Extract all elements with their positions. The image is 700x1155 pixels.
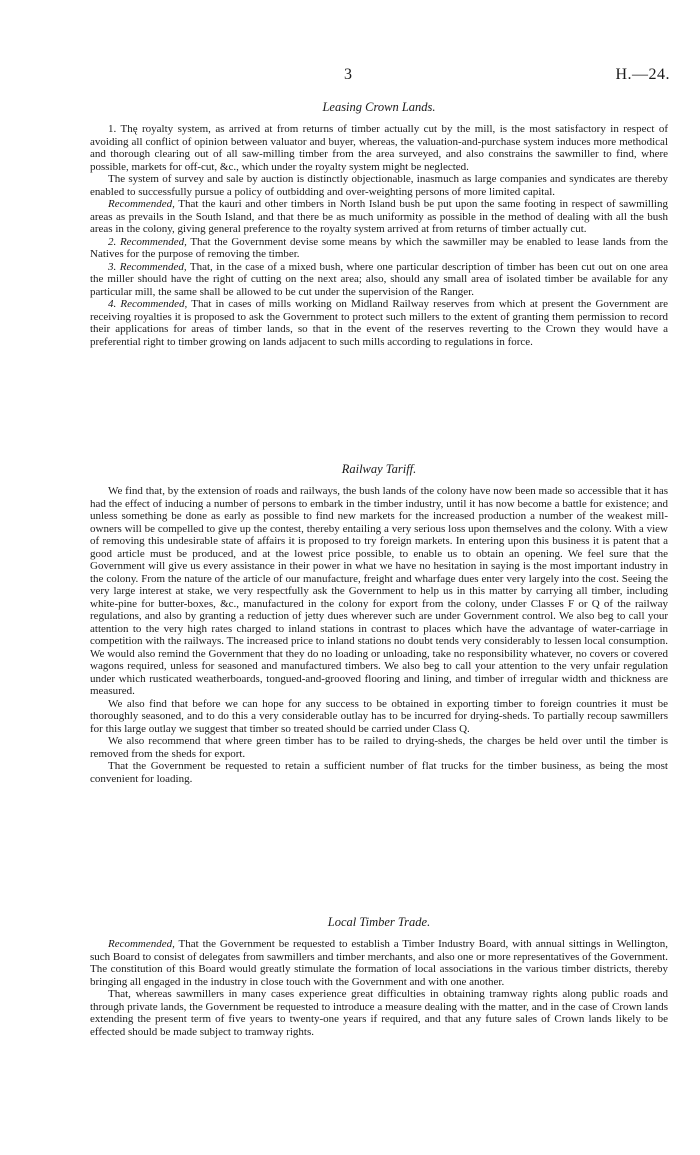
paragraph-text: That in cases of mills working on Midland Railway reserves from which at present the Government are receiving royalties it is proposed to ask the Government to protect such millers to the extent of granting them permission to record their applications for areas of timber lands, so that in the event of the reserves reverting to the Crown they would have a preferential right to timber growing on lands adjacent to such mills according to regulations in force. xyxy=(90,298,668,348)
paragraph-text: We also recommend that where green timber has to be railed to drying-sheds, the charges be held over until the timber is removed from the sheds for export. xyxy=(90,735,668,760)
section-title: Leasing Crown Lands. xyxy=(322,100,436,114)
paragraph xyxy=(90,485,668,698)
paragraph-text: We find that, by the extension of roads and railways, the bush lands of the colony have now been made so accessible that it has had the effect of inducing a number of persons to embark in the timber industry, until it has now become a battle for existence; and unless something be done as early as possible to find new markets for the increased production a number of the weakest mill-owners will be compelled to give up the contest, thereby entailing a very serious loss upon themselves and the colony. With a view of removing this undesirable state of affairs it is proposed to try foreign markets. In entering upon this business it is patent that a good article must be produced, and at the lowest price possible, to enable us to obtain an opening. We feel sure that the Government will give us every assistance in their power in what we have no hesitation in saying is the most important industry in the colony. From the nature of the article of our manufacture, freight and wharfage dues enter very largely into the cost. Seeing the very large interest at stake, we very respectfully ask the Government to help us in this matter by carrying all timber, including white-pine for butter-boxes, &c., manufactured in the colony for export from the colony, under Classes F or Q of the railway regulations, and also by granting a reduction of jetty dues wherever such are under Government control. We also beg to call your attention to the very high rates charged to inland stations in contrast to places which have the advantage of water-carriage in competition with the railways. The increased price to inland stations no doubt tends very considerably to lessen local consumption. We would also remind the Government that they do no loading or unloading, take no responsibility whatever, no covers or covered wagons required, unless for seasoned and manufactured timbers. We also beg to call your attention to the very unfair regulation under which rusticated weatherboards, tongued-and-grooved flooring and lining, and timber of irregular width and thickness are measured. xyxy=(90,485,668,697)
paragraph-lead: 2. Recommended, xyxy=(108,235,187,248)
paragraph xyxy=(90,735,668,760)
document-reference: H.—24. xyxy=(615,66,670,83)
section-local-timber-trade xyxy=(90,915,668,1038)
paragraph-lead: 3. Recommended, xyxy=(108,260,187,273)
paragraph xyxy=(90,261,668,299)
section-leasing-crown-lands xyxy=(90,100,668,348)
paragraph xyxy=(90,173,668,198)
paragraph-text: 1. Thę royalty system, as arrived at from returns of timber actually cut by the mill, is the most satisfactory in respect of avoiding all conflict of opinion between valuator and buyer, whereas, the valuation-and-purchase system induces more methodical and thorough clearing out of all saw-milling timber from the area surveyed, and also constrains the sawmiller to find, where possible, markets for off-cut, &c., which under the royalty system might be neglected. xyxy=(90,123,668,173)
paragraph xyxy=(90,236,668,261)
paragraph xyxy=(90,198,668,236)
section-railway-tariff xyxy=(90,462,668,785)
paragraph xyxy=(90,123,668,173)
paragraph-text: That, whereas sawmillers in many cases experience great difficulties in obtaining tramway rights along public roads and through private lands, the Government be requested to introduce a measure dealing with the matter, and in the case of Crown lands extending the present term of five years to twenty-one years if required, and that any future sales of Crown lands likely to be effected should be made subject to tramway rights. xyxy=(90,988,668,1038)
paragraph xyxy=(90,698,668,736)
paragraph xyxy=(90,988,668,1038)
page-number: 3 xyxy=(344,66,352,83)
paragraph-text: That the Government devise some means by which the sawmiller may be enabled to lease lands from the Natives for the purpose of removing the timber. xyxy=(90,235,669,260)
page-header xyxy=(88,66,670,86)
paragraph-lead: Recommended, xyxy=(108,198,175,210)
section-title: Railway Tariff. xyxy=(341,462,417,476)
paragraph-text: That the kauri and other timbers in North Island bush be put upon the same footing in respect of sawmilling areas as prevails in the South Island, and that there be as much uniformity as possible in the method of dealing with all the bush areas in the colony, giving general preference to the royalty system arrived at from returns of timber actually cut. xyxy=(90,198,668,235)
section-title: Local Timber Trade. xyxy=(327,915,431,929)
paragraph xyxy=(90,938,668,988)
paragraph-text: That the Government be requested to retain a sufficient number of flat trucks for the timber business, as being the most convenient for loading. xyxy=(90,760,668,785)
paragraph-text: That, in the case of a mixed bush, where one particular description of timber has been cut out on one area the miller should have the right of cutting on the next area; also, should any small area of isolated timber be available for any particular mill, the same shall be allowed to be cut under the supervision of the Ranger. xyxy=(90,260,668,298)
paragraph-lead: Recommended, xyxy=(108,938,175,950)
paragraph-text: That the Government be requested to establish a Timber Industry Board, with annual sittings in Wellington, such Board to consist of delegates from sawmillers and timber merchants, and also one or more representatives of the Government. The constitution of this Board would greatly stimulate the formation of local associations in the various timber districts, thereby bringing all engaged in the industry in close touch with the Government and with one another. xyxy=(90,938,668,988)
paragraph-text: We also find that before we can hope for any success to be obtained in exporting timber to foreign countries it must be thoroughly seasoned, and to do this a very considerable outlay has to be incurred for drying-sheds. To partially recoup sawmillers for this large outlay we suggest that timber so treated should be carried under Class Q. xyxy=(90,697,668,735)
paragraph xyxy=(90,760,668,785)
paragraph-text: The system of survey and sale by auction is distinctly objectionable, inasmuch as large companies and syndicates are thereby enabled to successfully pursue a policy of outbidding and over-weighting persons of more limited capital. xyxy=(90,173,668,198)
paragraph-lead: 4. Recommended, xyxy=(108,298,188,310)
paragraph xyxy=(90,298,668,348)
